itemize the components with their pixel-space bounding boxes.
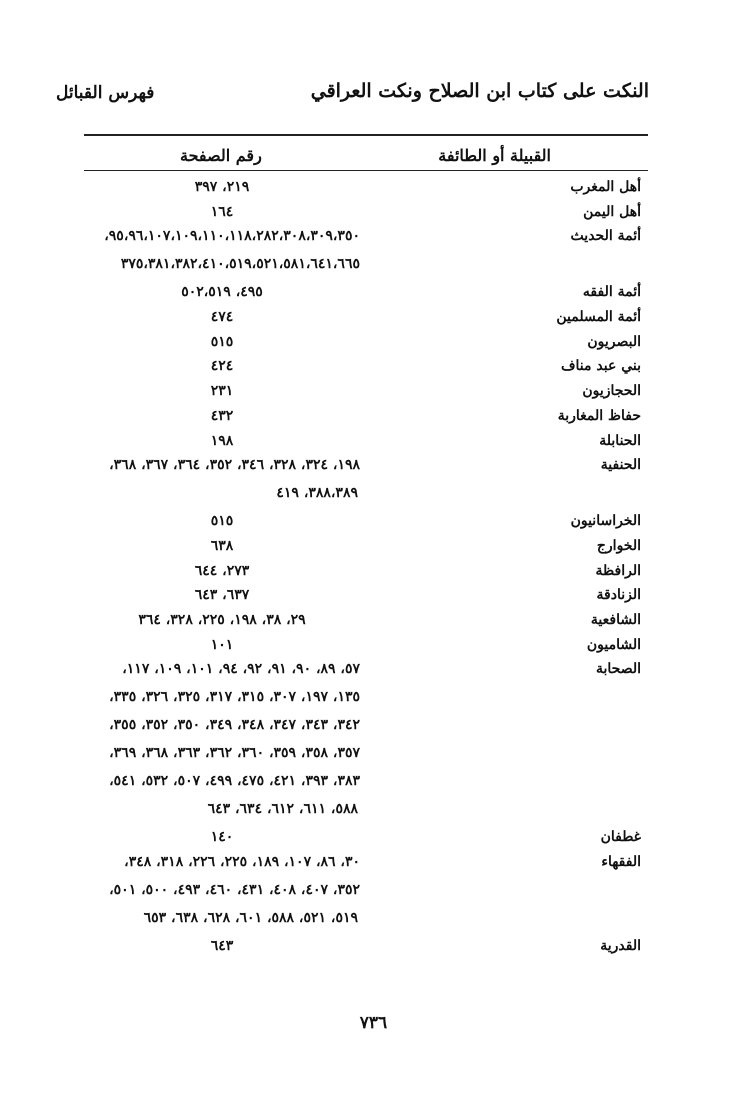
entry-name: الشاميون [586, 636, 641, 653]
index-entry [0, 430, 747, 455]
entry-pages: ٣٠، ٨٦، ١٠٧، ١٨٩، ٢٢٥، ٢٢٦، ٣١٨، ٣٤٨، [124, 854, 360, 870]
entry-pages: ٩٥،٩٦،١٠٧،١٠٩،١١٠،١١٨،٢٨٢،٣٠٨،٣٠٩،٣٥٠، [104, 228, 360, 245]
entry-pages: ٥١٩، ٥٢١، ٥٨٨، ٦٠١، ٦٢٨، ٦٣٨، ٦٥٣ [143, 910, 358, 926]
entry-pages: ٥١٥ [210, 333, 234, 350]
entry-pages: ٤٣٢ [210, 407, 234, 424]
entry-pages: ٥٧، ٨٩، ٩٠، ٩١، ٩٢، ٩٤، ١٠١، ١٠٩، ١١٧، [122, 661, 360, 678]
entry-pages: ٥٨٨، ٦١١، ٦١٢، ٦٣٤، ٦٤٣ [207, 801, 358, 818]
index-entries [0, 176, 747, 960]
index-entry [0, 851, 747, 879]
entry-name: الصحابة [595, 661, 641, 678]
entry-name: الحجازيون [582, 383, 641, 400]
entry-pages: ٤٢٤ [210, 358, 234, 375]
page-number: ٧٣٦ [359, 1013, 388, 1033]
entry-name: بني عبد مناف [561, 358, 641, 375]
entry-pages: ٦٣٧، ٦٤٣ [194, 587, 250, 604]
index-entry [0, 658, 747, 686]
entry-name: الفقهاء [601, 854, 641, 870]
entry-pages: ٣٥٢، ٤٠٧، ٤٠٨، ٤٣١، ٤٦٠، ٤٩٣، ٥٠٠، ٥٠١، [109, 882, 360, 898]
entry-pages: ٢٣١ [210, 383, 234, 400]
column-header-tribe: القبيلة أو الطائفة [438, 146, 551, 165]
index-entry [0, 331, 747, 356]
index-entry-continuation [0, 253, 747, 281]
entry-name: أئمة الحديث [570, 228, 641, 245]
entry-name: الخوارج [596, 537, 641, 554]
index-entry [0, 225, 747, 253]
index-entry-continuation [0, 770, 747, 798]
index-entry [0, 510, 747, 535]
entry-pages: ٢٩، ٣٨، ١٩٨، ٢٢٥، ٣٢٨، ٣٦٤ [138, 611, 306, 628]
index-entry [0, 826, 747, 851]
entry-name: أهل اليمن [583, 203, 641, 220]
index-entry [0, 560, 747, 585]
index-entry [0, 454, 747, 482]
entry-name: الشافعية [590, 611, 641, 628]
index-entry [0, 405, 747, 430]
entry-pages: ٣٤٢، ٣٤٣، ٣٤٧، ٣٤٨، ٣٤٩، ٣٥٠، ٣٥٢، ٣٥٥، [109, 717, 360, 734]
entry-pages: ٦٣٨ [210, 537, 234, 554]
index-entry [0, 281, 747, 306]
index-entry [0, 380, 747, 405]
column-header-rule [84, 170, 648, 171]
entry-name: أهل المغرب [570, 179, 641, 195]
index-entry-continuation [0, 798, 747, 826]
index-entry [0, 176, 747, 201]
entry-pages: ١٠١ [210, 636, 234, 653]
entry-name: البصريون [587, 333, 641, 350]
entry-name: القدرية [600, 938, 641, 954]
index-entry [0, 355, 747, 380]
header-rule [84, 134, 648, 136]
entry-name: أئمة الفقه [582, 284, 641, 301]
entry-pages: ٣٨٣، ٣٩٣، ٤٢١، ٤٧٥، ٤٩٩، ٥٠٧، ٥٣٢، ٥٤١، [109, 773, 360, 790]
index-entry [0, 535, 747, 560]
entry-name: الزنادقة [596, 587, 641, 604]
entry-pages: ٣٧٥،٣٨١،٣٨٢،٤١٠،٥١٩،٥٢١،٥٨١،٦٤١،٦٦٥ [120, 256, 360, 273]
entry-name: الخراسانيون [570, 513, 641, 530]
index-entry [0, 935, 747, 960]
entry-pages: ٣٨٨،٣٨٩، ٤١٩ [276, 485, 358, 502]
entry-pages: ٤٧٤ [210, 309, 234, 326]
entry-pages: ٥١٥ [210, 513, 234, 530]
index-entry-continuation [0, 879, 747, 907]
index-entry [0, 306, 747, 331]
entry-name: غطفان [600, 829, 641, 846]
index-entry-continuation [0, 686, 747, 714]
entry-name: أئمة المسلمين [556, 309, 641, 326]
entry-pages: ١٩٨، ٣٢٤، ٣٢٨، ٣٤٦، ٣٥٢، ٣٦٤، ٣٦٧، ٣٦٨، [109, 457, 360, 474]
entry-pages: ١٤٠ [210, 829, 234, 846]
index-entry-continuation [0, 714, 747, 742]
entry-pages: ٤٩٥، ٥٠٢،٥١٩ [181, 284, 263, 301]
entry-name: الرافظة [595, 562, 641, 579]
entry-pages: ٢١٩، ٣٩٧ [194, 179, 250, 195]
index-entry-continuation [0, 482, 747, 510]
entry-name: الحنفية [600, 457, 641, 474]
column-header-page: رقم الصفحة [180, 146, 262, 165]
entry-pages: ١٦٤ [210, 203, 234, 220]
index-entry [0, 201, 747, 226]
index-entry [0, 634, 747, 659]
index-entry-continuation [0, 742, 747, 770]
entry-pages: ٦٤٣ [210, 938, 234, 954]
index-entry-continuation [0, 907, 747, 935]
section-title: فهرس القبائل [56, 83, 155, 103]
entry-pages: ٢٧٣، ٦٤٤ [194, 562, 250, 579]
entry-pages: ١٩٨ [210, 432, 234, 449]
entry-name: حفاظ المغاربة [557, 407, 641, 424]
index-entry [0, 584, 747, 609]
entry-pages: ١٣٥، ١٩٧، ٣٠٧، ٣١٥، ٣١٧، ٣٢٥، ٣٢٦، ٣٣٥، [109, 689, 360, 706]
entry-pages: ٣٥٧، ٣٥٨، ٣٥٩، ٣٦٠، ٣٦٢، ٣٦٣، ٣٦٨، ٣٦٩، [109, 745, 360, 762]
entry-name: الحنابلة [599, 432, 641, 449]
book-title: النكت على كتاب ابن الصلاح ونكت العراقي [310, 80, 649, 102]
index-entry [0, 609, 747, 634]
